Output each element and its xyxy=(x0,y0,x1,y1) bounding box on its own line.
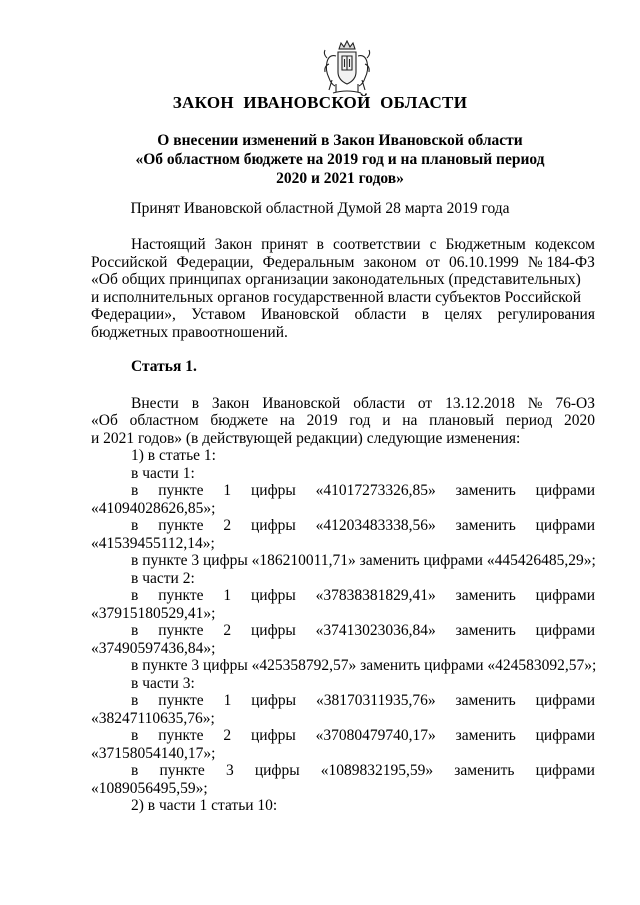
word: 2 xyxy=(223,622,232,639)
word: Российской xyxy=(91,253,168,271)
law-subtitle xyxy=(80,131,600,188)
word: «41017273326,85» xyxy=(315,482,436,499)
word: в xyxy=(316,236,324,253)
word: на xyxy=(279,412,295,429)
text-line xyxy=(91,395,595,413)
word: в xyxy=(131,517,139,534)
word: цифрами xyxy=(535,587,595,604)
word: пункте xyxy=(158,622,204,639)
amendment-value: «41094028626,85»; xyxy=(91,499,216,517)
word: в xyxy=(131,692,139,709)
word: цифрами xyxy=(535,517,595,534)
word: Федерации», xyxy=(91,306,176,323)
word: и xyxy=(382,412,391,429)
word: цифрами xyxy=(535,727,595,744)
amendment-line: в части 3: xyxy=(131,674,195,692)
word: на xyxy=(402,412,418,429)
word: области xyxy=(354,306,407,323)
word: Закон xyxy=(211,394,250,412)
amendment-line xyxy=(91,762,595,780)
text-line xyxy=(91,254,595,272)
word: год xyxy=(349,412,371,429)
word: законом xyxy=(363,253,417,271)
article-heading: Статья 1. xyxy=(131,358,197,375)
word: и 2021 годов» (в действующей редакции) следующие изменения: xyxy=(91,429,521,447)
word: 2020 xyxy=(563,412,595,429)
word: 13.12.2018 xyxy=(445,394,515,412)
word: 06.10.1999 xyxy=(449,253,519,271)
word: 3 xyxy=(225,762,234,779)
word: в xyxy=(131,587,139,604)
word: в xyxy=(131,727,139,744)
word: кодексом xyxy=(534,236,595,253)
article-paragraph xyxy=(91,395,595,448)
word: от xyxy=(417,394,433,412)
word: цифрами xyxy=(535,692,595,709)
coat-of-arms-icon xyxy=(321,40,373,98)
text-line xyxy=(91,324,595,342)
word: цифры xyxy=(250,517,296,534)
word: плановый xyxy=(429,412,495,429)
word: в xyxy=(191,394,200,412)
word: Уставом xyxy=(191,306,246,323)
amendment-value: «37490597436,84»; xyxy=(91,639,216,657)
word: области xyxy=(353,394,406,412)
word: цифры xyxy=(250,587,296,604)
word: от xyxy=(425,253,440,271)
word: № 184-ФЗ xyxy=(527,253,595,271)
word: пункте xyxy=(158,727,204,744)
word: 1 xyxy=(223,692,232,709)
word: «41203483338,56» xyxy=(315,517,436,534)
word: Федерации, xyxy=(176,253,254,271)
word: цифрами xyxy=(535,762,595,779)
word: «37080479740,17» xyxy=(315,727,436,744)
word: заменить xyxy=(455,622,516,639)
word: заменить xyxy=(454,762,515,779)
word: Закон xyxy=(214,236,253,253)
subtitle-line: 2020 и 2021 годов» xyxy=(276,170,404,187)
amendment-line: в части 1: xyxy=(131,464,195,482)
word: бюджетных правоотношений. xyxy=(91,323,288,341)
subtitle-line: О внесении изменений в Закон Ивановской области xyxy=(157,132,523,149)
word: и исполнительных органов государственной власти субъектов Российской xyxy=(91,288,582,306)
word: пункте xyxy=(158,517,204,534)
word: Ивановской xyxy=(262,394,341,412)
word: заменить xyxy=(455,587,516,604)
amendment-line: в пункте 3 цифры «186210011,71» заменить цифрами «445426485,29»; xyxy=(131,552,596,569)
word: в xyxy=(131,482,139,499)
word: целях xyxy=(444,306,483,323)
amendment-line xyxy=(91,482,595,500)
text-line xyxy=(91,412,595,430)
word: Внести xyxy=(131,394,179,412)
subtitle-line: «Об областном бюджете на 2019 год и на плановый период xyxy=(135,151,545,168)
amendment-value: «41539455112,14»; xyxy=(91,534,215,552)
amendment-value: «37158054140,17»; xyxy=(91,744,216,762)
word: цифрами xyxy=(535,482,595,499)
word: цифрами xyxy=(535,622,595,639)
amendment-value: «38247110635,76»; xyxy=(91,709,215,727)
word: 2 xyxy=(223,517,232,534)
word: «37838381829,41» xyxy=(315,587,436,604)
word: № xyxy=(527,394,543,412)
adoption-note: Принят Ивановской областной Думой 28 марта 2019 года xyxy=(130,200,510,217)
word: пункте xyxy=(158,587,204,604)
word: 76-ОЗ xyxy=(555,394,595,412)
amendment-line: в части 2: xyxy=(131,569,195,587)
word: цифры xyxy=(251,692,297,709)
amendment-line xyxy=(91,727,595,745)
word: регулирования xyxy=(497,306,595,323)
word: областном xyxy=(129,412,199,429)
amendment-line: 1) в статье 1: xyxy=(131,447,216,464)
word: заменить xyxy=(455,727,516,744)
word: «37413023036,84» xyxy=(315,622,436,639)
word: период xyxy=(505,412,553,429)
text-line xyxy=(91,289,595,307)
word: цифры xyxy=(254,762,300,779)
word: 1 xyxy=(223,587,232,604)
word: цифры xyxy=(250,482,296,499)
amendment-line: в пункте 3 цифры «425358792,57» заменить цифрами «424583092,57»; xyxy=(131,657,597,674)
text-line xyxy=(91,430,595,448)
word: в xyxy=(421,306,430,323)
amendment-line xyxy=(91,622,595,640)
word: в xyxy=(131,762,139,779)
word: 1 xyxy=(223,482,232,499)
amendment-line xyxy=(91,517,595,535)
word: 2 xyxy=(223,727,232,744)
word: бюджете xyxy=(210,412,268,429)
text-line xyxy=(91,306,595,324)
word: пункте xyxy=(158,482,204,499)
word: «Об xyxy=(91,412,118,429)
word: пункте xyxy=(159,762,205,779)
word: 2019 xyxy=(306,412,338,429)
word: заменить xyxy=(455,482,516,499)
word: «38170311935,76» xyxy=(316,692,436,709)
amendment-line xyxy=(91,587,595,605)
word: Бюджетным xyxy=(445,236,526,253)
word: цифры xyxy=(250,622,296,639)
law-title: ЗАКОН ИВАНОВСКОЙ ОБЛАСТИ xyxy=(172,93,468,112)
amendment-list xyxy=(91,447,595,815)
law-body xyxy=(91,236,595,815)
text-line xyxy=(91,236,595,254)
word: Ивановской xyxy=(260,306,340,323)
word: заменить xyxy=(455,692,516,709)
word: «Об общих принципах организации законодательных (представительных) xyxy=(91,271,581,288)
word: соответствии xyxy=(333,236,421,253)
amendment-line: 2) в части 1 статьи 10: xyxy=(131,797,278,814)
preamble-paragraph xyxy=(91,236,595,341)
word: пункте xyxy=(158,692,204,709)
word: цифры xyxy=(250,727,296,744)
word: с xyxy=(429,236,437,253)
amendment-line xyxy=(91,692,595,710)
word: в xyxy=(131,622,139,639)
word: Федеральным xyxy=(262,253,355,271)
amendment-value: «37915180529,41»; xyxy=(91,604,216,622)
amendment-value: «1089056495,59»; xyxy=(91,779,208,797)
word: заменить xyxy=(455,517,516,534)
text-line xyxy=(91,271,595,289)
word: Настоящий xyxy=(131,236,206,253)
word: принят xyxy=(261,236,308,253)
word: «1089832195,59» xyxy=(320,762,434,779)
